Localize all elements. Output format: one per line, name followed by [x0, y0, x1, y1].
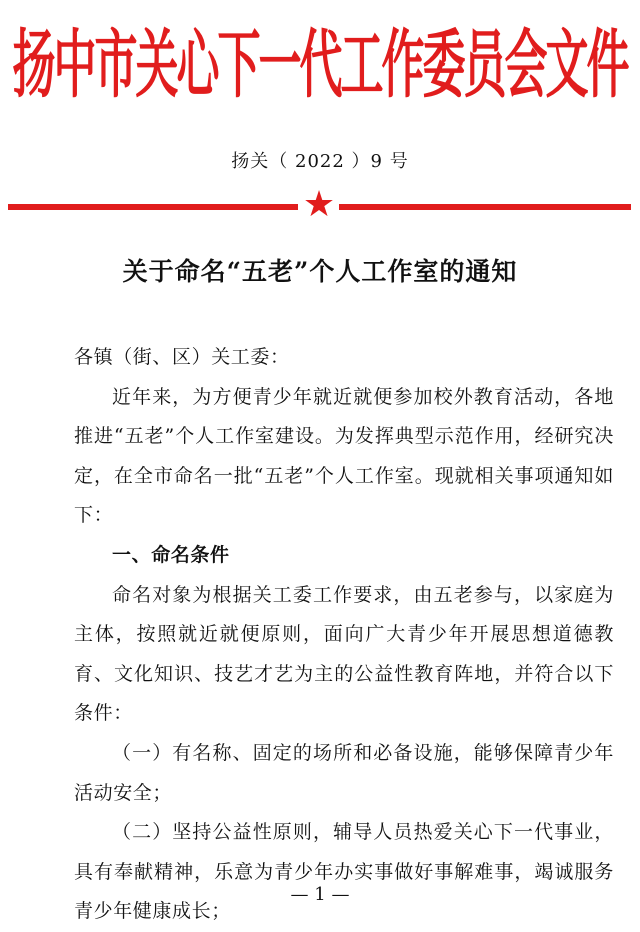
- org-header-title: 扬中市关心下一代工作委员会文件: [12, 22, 628, 109]
- document-body: [74, 338, 614, 932]
- section-heading: 一、命名条件: [112, 543, 230, 566]
- condition-item-2: （二）坚持公益性原则，辅导人员热爱关心下一代事业，具有奉献精神，乐意为青少年办实事做好事解难事，竭诚服务青少年健康成长；: [74, 821, 614, 923]
- red-divider-right: [339, 204, 631, 210]
- page-number: — 1 —: [290, 884, 350, 905]
- condition-item-1: （一）有名称、固定的场所和必备设施，能够保障青少年活动安全；: [74, 741, 614, 804]
- salutation: 各镇（街、区）关工委：: [74, 346, 290, 368]
- conditions-paragraph: 命名对象为根据关工委工作要求，由五老参与，以家庭为主体，按照就近就便原则，面向广大青少年开展思想道德教育、文化知识、技艺才艺为主的公益性教育阵地，并符合以下条件：: [74, 583, 614, 725]
- intro-paragraph: 近年来，为方便青少年就近就便参加校外教育活动，各地推进“五老”个人工作室建设。为发挥典型示范作用，经研究决定，在全市命名一批“五老”个人工作室。现就相关事项通知如下：: [74, 385, 614, 527]
- document-number: 扬关（ 2022 ）9 号: [231, 151, 409, 172]
- document-title: 关于命名“五老”个人工作室的通知: [122, 257, 518, 286]
- red-divider-left: [8, 204, 298, 210]
- star-icon: ★: [302, 184, 336, 225]
